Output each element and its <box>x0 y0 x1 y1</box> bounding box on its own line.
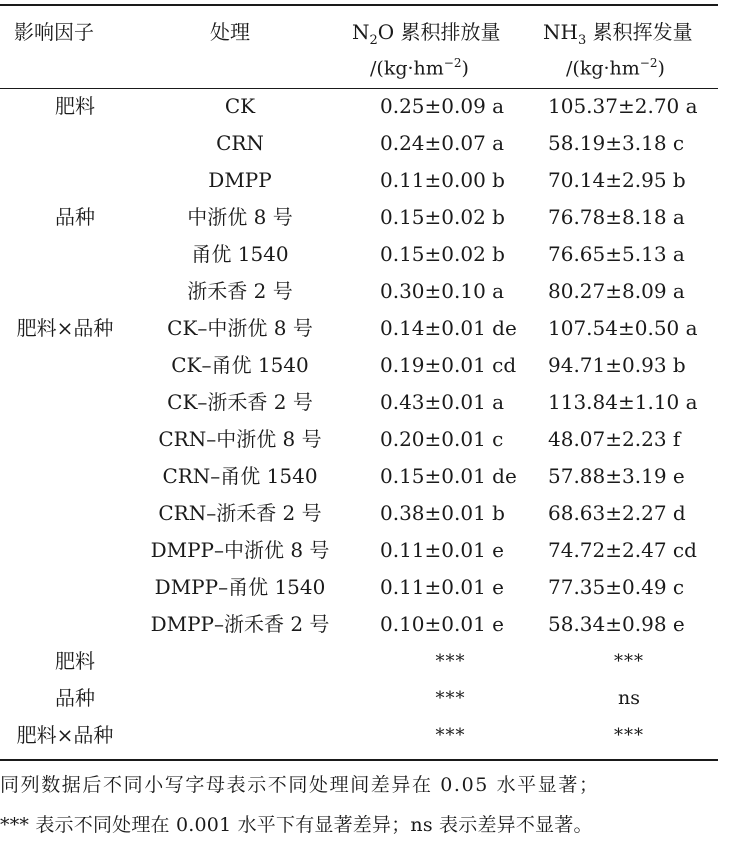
header-treatment: 处理 <box>210 20 250 44</box>
row-factor: 肥料 <box>55 94 95 118</box>
header-nh3-prefix: NH <box>543 20 578 44</box>
row-n2o: 0.11±0.01 e <box>380 575 505 599</box>
table-row <box>0 532 718 569</box>
row-treatment: DMPP <box>208 168 272 192</box>
row-treatment: CRN–浙禾香 2 号 <box>158 501 322 525</box>
row-treatment: CRN–甬优 1540 <box>162 464 318 488</box>
row-n2o: 0.43±0.01 a <box>380 390 505 414</box>
table-row <box>0 310 718 347</box>
table-row <box>0 88 718 125</box>
row-nh3: *** <box>614 725 644 746</box>
header-n2o-suffix: O 累积排放量 <box>377 20 501 44</box>
row-treatment: 中浙优 8 号 <box>187 205 293 229</box>
row-n2o: 0.25±0.09 a <box>380 94 505 118</box>
row-nh3: 77.35±0.49 c <box>548 575 685 599</box>
row-treatment: DMPP–浙禾香 2 号 <box>150 612 330 636</box>
header-n2o-unit-sup: −2 <box>443 56 462 70</box>
table-row <box>0 384 718 421</box>
header-n2o-sub: 2 <box>369 33 378 48</box>
table-row <box>0 717 718 754</box>
row-treatment: CK <box>224 94 256 118</box>
header-n2o-unit-prefix: /(kg·hm <box>370 57 444 80</box>
row-factor: 品种 <box>55 686 95 710</box>
table-row <box>0 680 718 717</box>
header-nh3-unit-prefix: /(kg·hm <box>566 57 640 80</box>
row-n2o: 0.14±0.01 de <box>380 316 517 340</box>
table-row <box>0 273 718 310</box>
row-nh3: 70.14±2.95 b <box>548 168 686 192</box>
header-n2o-unit <box>370 56 469 79</box>
header-factor: 影响因子 <box>14 20 94 44</box>
row-n2o: 0.30±0.10 a <box>380 279 505 303</box>
row-n2o: 0.20±0.01 c <box>380 427 504 451</box>
row-treatment: 浙禾香 2 号 <box>187 279 293 303</box>
table-note-1: 同列数据后不同小写字母表示不同处理间差异在 0.05 水平显著； <box>0 774 600 796</box>
row-nh3: *** <box>614 651 644 672</box>
row-n2o: *** <box>435 688 466 709</box>
row-nh3: 58.19±3.18 c <box>548 131 685 155</box>
table-row <box>0 643 718 680</box>
row-nh3: ns <box>618 687 640 709</box>
header-nh3 <box>543 16 693 48</box>
row-nh3: 113.84±1.10 a <box>548 390 698 414</box>
row-nh3: 76.65±5.13 a <box>548 242 685 266</box>
table-row <box>0 199 718 236</box>
row-n2o: *** <box>435 651 466 672</box>
row-nh3: 76.78±8.18 a <box>548 205 685 229</box>
row-treatment <box>120 643 360 680</box>
row-factor: 肥料×品种 <box>16 316 114 340</box>
table-row <box>0 495 718 532</box>
header-n2o-prefix: N <box>352 20 370 44</box>
row-treatment: CK–浙禾香 2 号 <box>167 390 313 414</box>
table-row <box>0 458 718 495</box>
header-nh3-suffix: 累积挥发量 <box>586 20 693 44</box>
row-n2o: 0.24±0.07 a <box>380 131 505 155</box>
row-nh3: 80.27±8.09 a <box>548 279 685 303</box>
row-n2o: 0.11±0.01 e <box>380 538 505 562</box>
table-row <box>0 606 718 643</box>
row-n2o: 0.38±0.01 b <box>380 501 505 525</box>
header-nh3-unit <box>566 56 665 79</box>
row-nh3: 107.54±0.50 a <box>548 316 698 340</box>
header-nh3-unit-suffix: ) <box>657 57 665 80</box>
header-nh3-sub: 3 <box>577 33 587 48</box>
row-n2o: 0.15±0.02 b <box>380 242 505 266</box>
row-treatment: DMPP–中浙优 8 号 <box>150 538 330 562</box>
row-treatment: DMPP–甬优 1540 <box>154 575 326 599</box>
row-factor: 品种 <box>55 205 95 229</box>
row-nh3: 57.88±3.19 e <box>548 464 685 488</box>
row-treatment <box>120 680 360 717</box>
row-factor: 肥料 <box>55 649 95 673</box>
header-nh3-unit-sup: −2 <box>639 56 658 70</box>
row-nh3: 105.37±2.70 a <box>548 94 698 118</box>
row-n2o: 0.15±0.02 b <box>380 205 505 229</box>
row-treatment: CK–甬优 1540 <box>171 353 309 377</box>
row-treatment: CRN <box>216 131 264 155</box>
row-nh3: 48.07±2.23 f <box>548 427 681 451</box>
table-row <box>0 125 718 162</box>
table-note-2: *** 表示不同处理在 0.001 水平下有显著差异；ns 表示差异不显著。 <box>0 814 593 836</box>
table-row <box>0 236 718 273</box>
row-factor: 肥料×品种 <box>16 723 114 747</box>
row-treatment: CRN–中浙优 8 号 <box>158 427 322 451</box>
row-treatment: 甬优 1540 <box>191 242 289 266</box>
header-n2o-unit-suffix: ) <box>461 57 469 80</box>
row-nh3: 74.72±2.47 cd <box>548 538 697 562</box>
row-nh3: 58.34±0.98 e <box>548 612 685 636</box>
row-n2o: 0.10±0.01 e <box>380 612 505 636</box>
row-n2o: *** <box>435 725 466 746</box>
table-row <box>0 421 718 458</box>
table-row <box>0 162 718 199</box>
row-nh3: 68.63±2.27 d <box>548 501 686 525</box>
table-bottom-rule <box>0 759 718 761</box>
row-treatment <box>120 717 360 754</box>
row-nh3: 94.71±0.93 b <box>548 353 686 377</box>
table-row <box>0 347 718 384</box>
table-top-rule <box>0 4 718 6</box>
row-n2o: 0.15±0.01 de <box>380 464 517 488</box>
row-n2o: 0.19±0.01 cd <box>380 353 517 377</box>
row-n2o: 0.11±0.00 b <box>380 168 505 192</box>
header-n2o <box>352 16 501 48</box>
table-row <box>0 569 718 606</box>
row-treatment: CK–中浙优 8 号 <box>167 316 313 340</box>
